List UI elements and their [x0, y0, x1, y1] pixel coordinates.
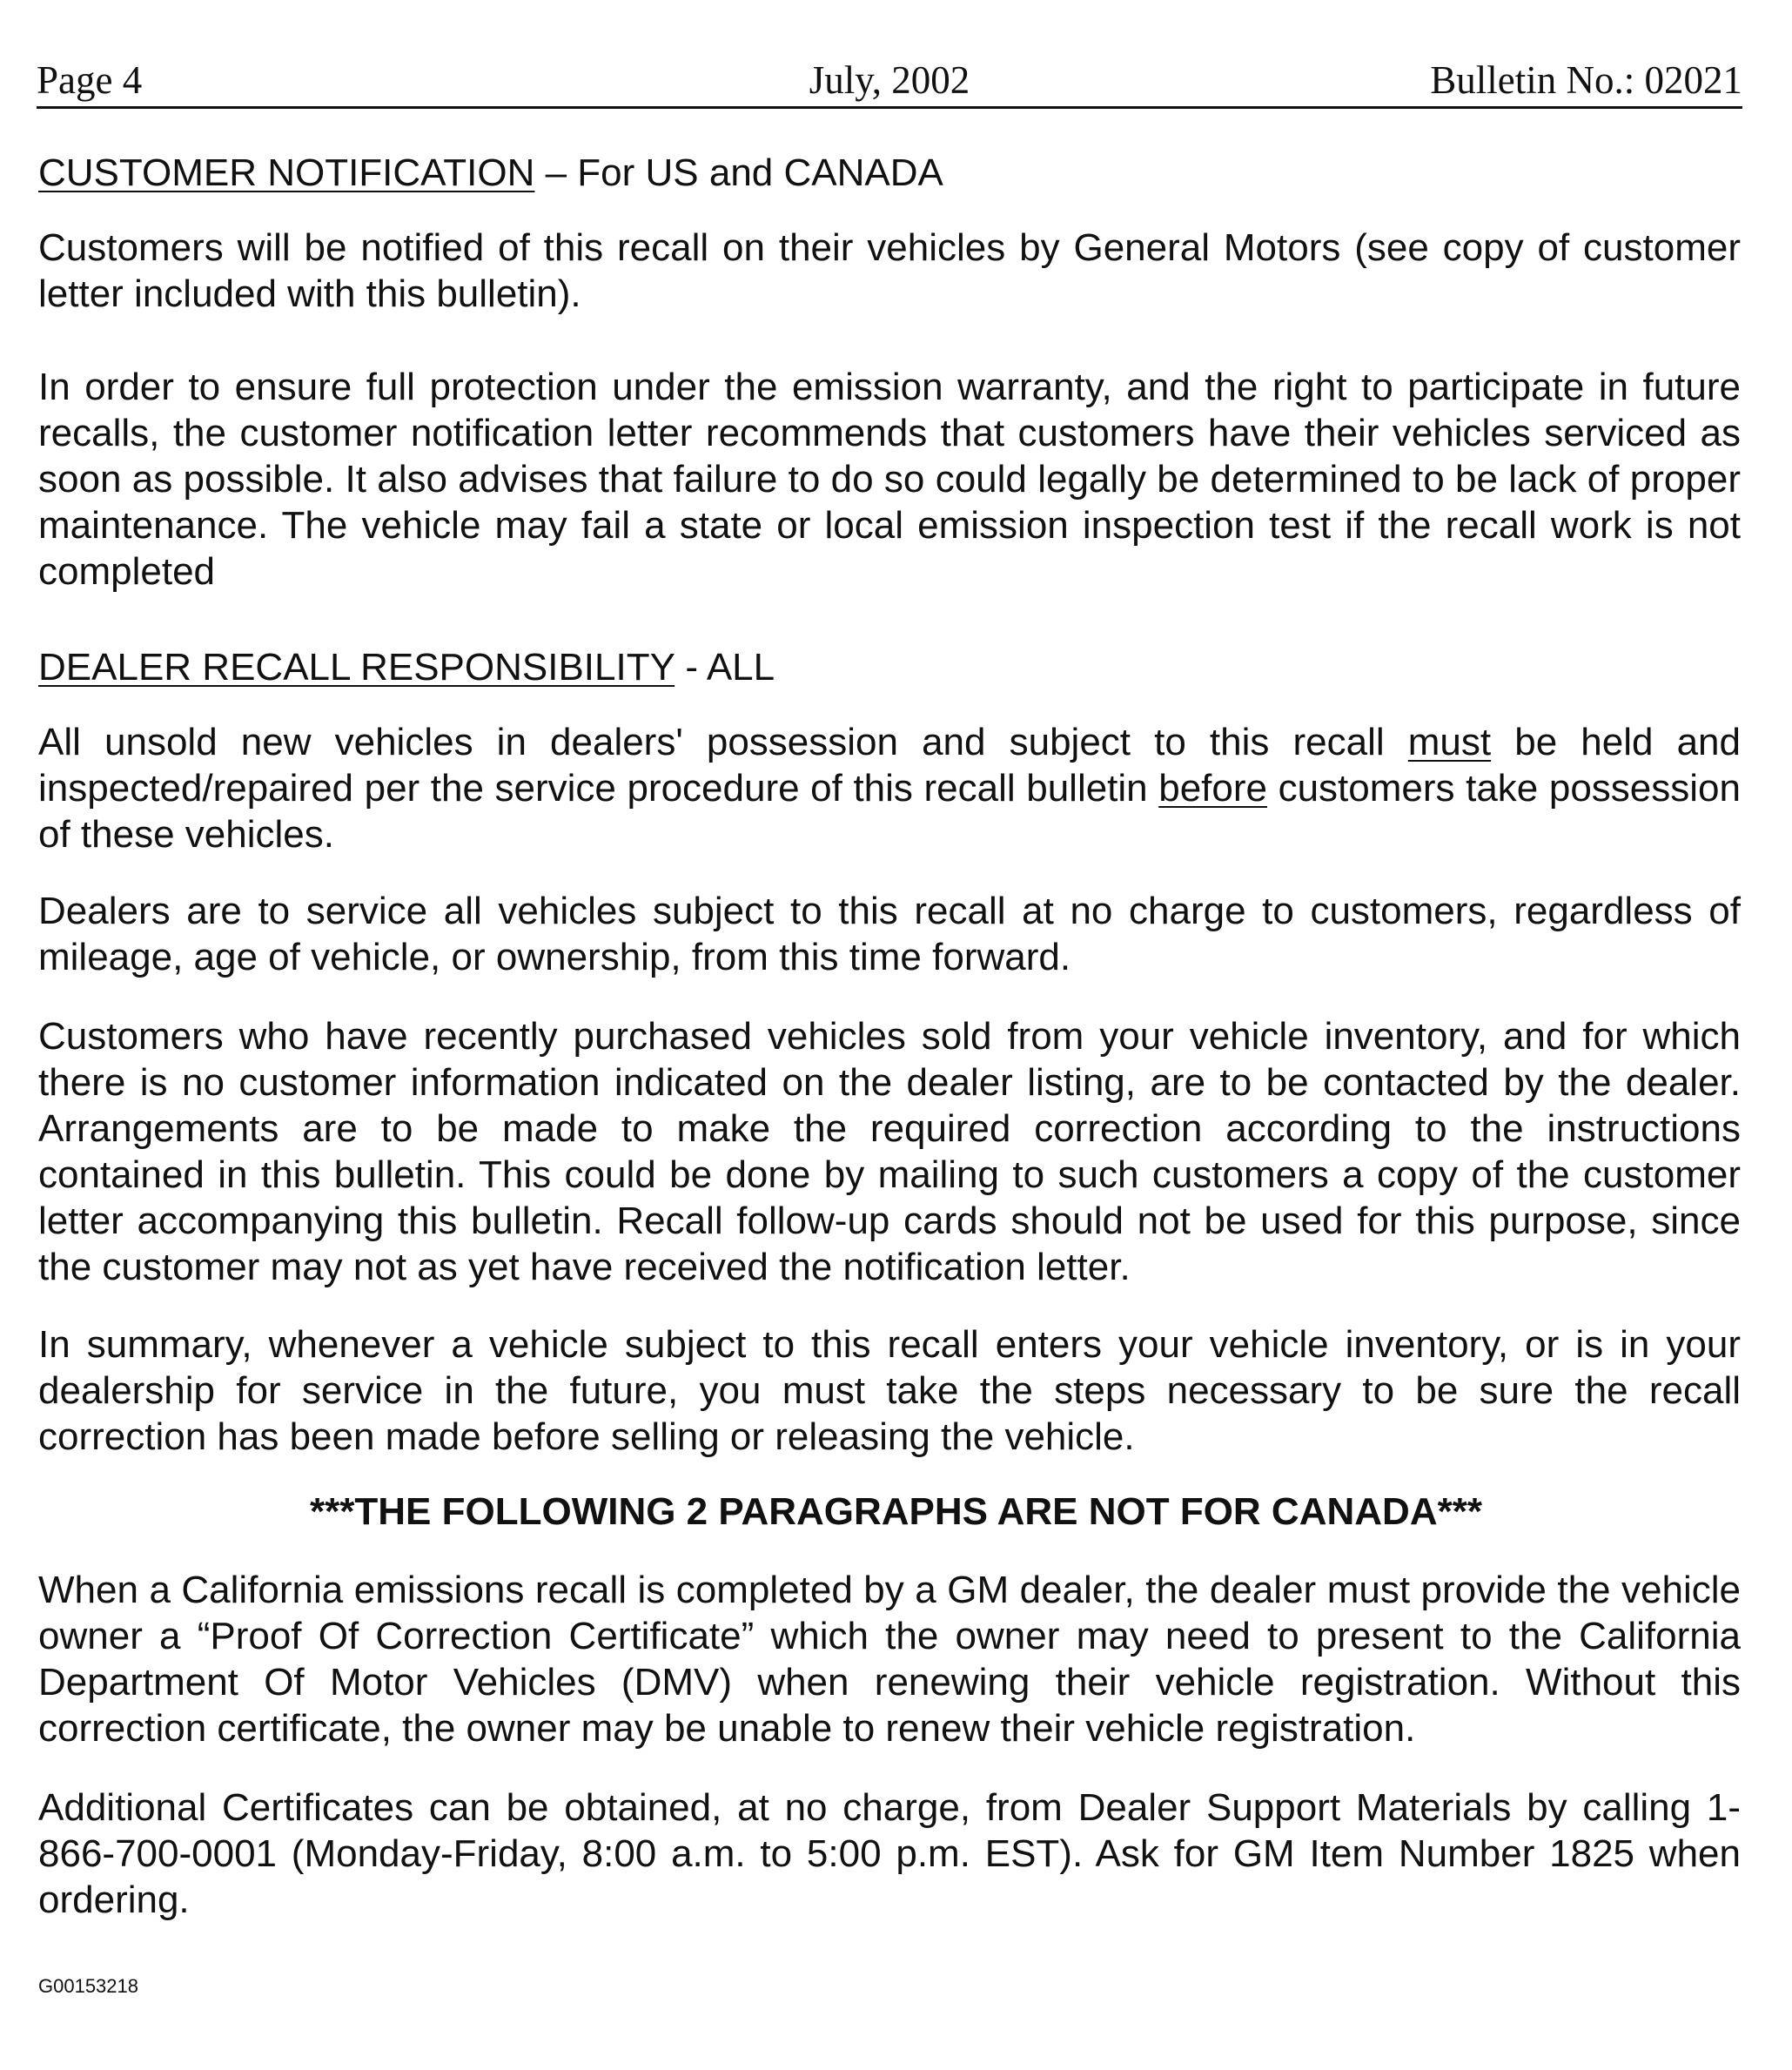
not-for-canada-banner: ***THE FOLLOWING 2 PARAGRAPHS ARE NOT FOR CANADA***: [310, 1490, 1482, 1533]
page-number: Page 4: [37, 58, 143, 102]
paragraph-text: customers take possession of these vehicles.: [38, 767, 1741, 856]
bulletin-number: Bulletin No.: 02021: [1430, 58, 1742, 102]
emphasis-before: before: [1158, 767, 1267, 810]
header-divider: [37, 106, 1742, 109]
customer-notification-heading: [38, 150, 943, 196]
dealer-responsibility-paragraph-4: In summary, whenever a vehicle subject to this recall enters your vehicle inventory, or is in your dealership for service in the future, you must take the steps necessary to be sure the recall correction has been made before selling or releasing the vehicle.: [38, 1323, 1741, 1458]
dealer-responsibility-paragraph-2: Dealers are to service all vehicles subject to this recall at no charge to customers, regardless of mileage, age of vehicle, or ownership, from this time forward.: [38, 890, 1741, 978]
bulletin-date: July, 2002: [809, 58, 970, 102]
customer-notification-title: CUSTOMER NOTIFICATION: [38, 151, 535, 194]
customer-notification-scope: – For US and CANADA: [534, 151, 943, 194]
page-header: [37, 54, 1742, 106]
emphasis-must: must: [1407, 721, 1492, 763]
dealer-responsibility-paragraph-1: [38, 719, 1741, 857]
paragraph-text: be held and inspected/repaired per the service procedure of this recall bulletin: [38, 721, 1741, 810]
dealer-responsibility-paragraph-3: Customers who have recently purchased vehicles sold from your vehicle inventory, and for which there is no customer information indicated on the dealer listing, are to be contacted by the dealer. Arrangements are to be made to make the required correction according to the instructions contained in this bulletin. This could be done by mailing to such customers a copy of the customer letter accompanying this bulletin. Recall follow-up cards should not be used for this purpose, since the customer may not as yet have received the notification letter.: [38, 1015, 1741, 1288]
document-code: G00153218: [38, 1975, 138, 1997]
customer-notification-paragraph-1: Customers will be notified of this recall on their vehicles by General Motors (see copy of customer letter included with this bulletin).: [38, 226, 1741, 315]
customer-notification-paragraph-2: In order to ensure full protection under the emission warranty, and the right to participate in future recalls, the customer notification letter recommends that customers have their vehicles serviced as soon as possible. It also advises that failure to do so could legally be determined to be lack of proper maintenance. The vehicle may fail a state or local emission inspection test if the recall work is not completed: [38, 366, 1741, 593]
dealer-responsibility-scope: - ALL: [675, 646, 775, 689]
california-certificate-paragraph: When a California emissions recall is completed by a GM dealer, the dealer must provide the vehicle owner a “Proof Of Correction Certificate” which the owner may need to present to the California Department Of Motor Vehicles (DMV) when renewing their vehicle registration. Without this correction certificate, the owner may be unable to renew their vehicle registration.: [38, 1569, 1741, 1750]
dealer-responsibility-heading: [38, 644, 775, 690]
dealer-responsibility-title: DEALER RECALL RESPONSIBILITY: [38, 646, 675, 689]
paragraph-text: All unsold new vehicles in dealers' possession and subject to this recall: [38, 721, 1408, 763]
additional-certificates-paragraph: Additional Certificates can be obtained, at no charge, from Dealer Support Materials by calling 1-866-700-0001 (Monday-Friday, 8:00 a.m. to 5:00 p.m. EST). Ask for GM Item Number 1825 when ordering.: [38, 1786, 1741, 1921]
